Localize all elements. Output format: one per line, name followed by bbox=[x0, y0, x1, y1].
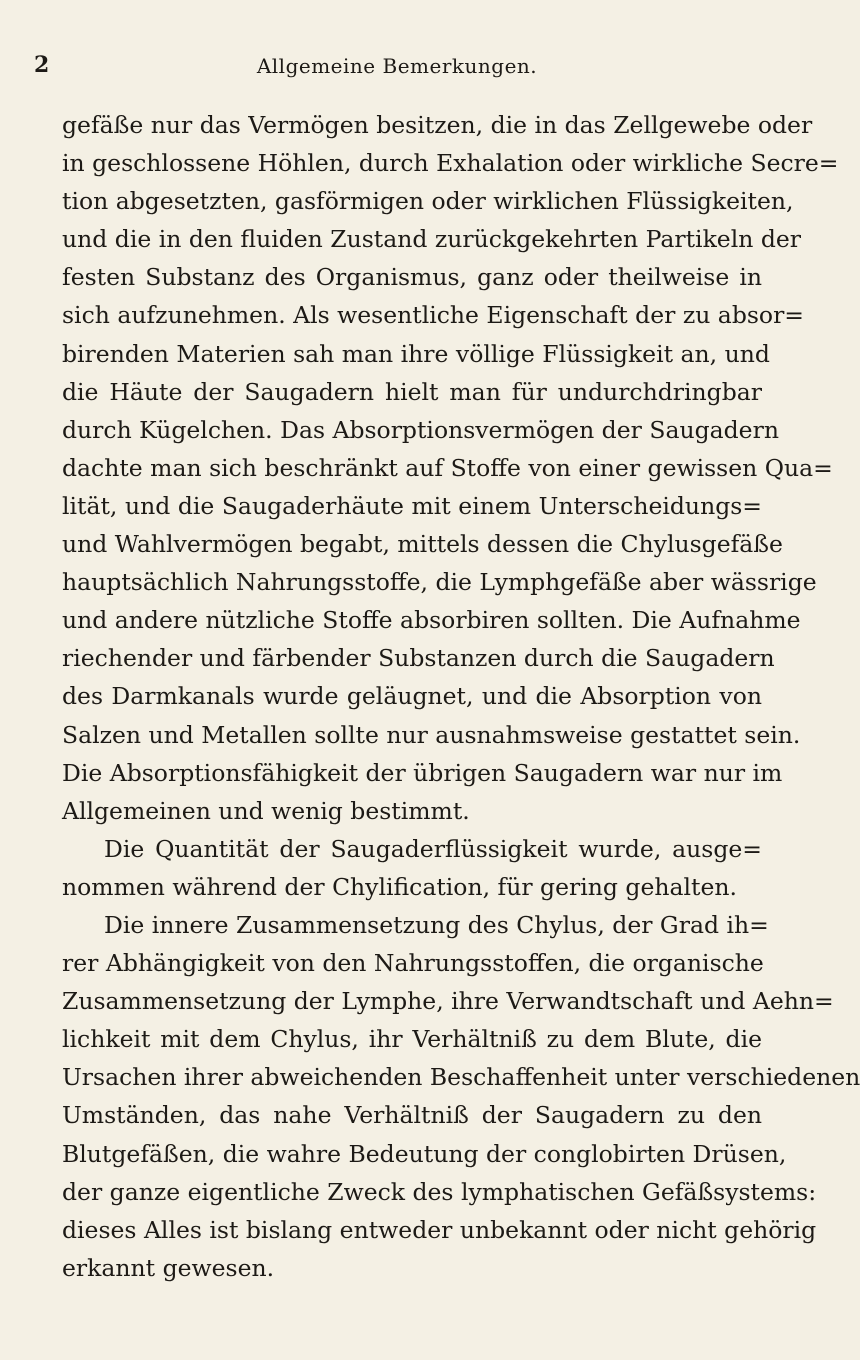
text-line: der ganze eigentliche Zweck des lymphatischen Gefäßsystems: bbox=[62, 1177, 817, 1206]
text-line: Die innere Zusammensetzung des Chylus, der Grad ih= bbox=[104, 910, 769, 939]
text-line: nommen während der Chylification, für gering gehalten. bbox=[62, 872, 737, 901]
text-line: des Darmkanals wurde geläugnet, und die Absorption von bbox=[62, 682, 762, 711]
text-line: birenden Materien sah man ihre völlige Flüssigkeit an, und bbox=[62, 339, 770, 368]
text-line: dieses Alles ist bislang entweder unbekannt oder nicht gehörig bbox=[62, 1215, 817, 1244]
text-line: rer Abhängigkeit von den Nahrungsstoffen, die organische bbox=[62, 949, 764, 978]
text-line: Salzen und Metallen sollte nur ausnahmsweise gestattet sein. bbox=[62, 720, 801, 749]
text-line: festen Substanz des Organismus, ganz oder theilweise in bbox=[62, 263, 762, 292]
page-number: 2 bbox=[34, 52, 50, 78]
text-line: und die in den fluiden Zustand zurückgekehrten Partikeln der bbox=[62, 225, 802, 254]
text-line: Blutgefäßen, die wahre Bedeutung der conglobirten Drüsen, bbox=[62, 1139, 787, 1168]
text-line: Ursachen ihrer abweichenden Beschaffenheit unter verschiedenen bbox=[62, 1063, 860, 1092]
running-title: Allgemeine Bemerkungen. bbox=[256, 54, 538, 78]
text-line: die Häute der Saugadern hielt man für undurchdringbar bbox=[62, 377, 762, 406]
text-line: gefäße nur das Vermögen besitzen, die in das Zellgewebe oder bbox=[62, 111, 813, 139]
text-line: und andere nützliche Stoffe absorbiren sollten. Die Aufnahme bbox=[62, 606, 801, 635]
text-line: Umständen, das nahe Verhältniß der Saugadern zu den bbox=[62, 1101, 762, 1130]
text-line: Allgemeinen und wenig bestimmt. bbox=[62, 796, 470, 825]
text-line: tion abgesetzten, gasförmigen oder wirklichen Flüssigkeiten, bbox=[62, 187, 794, 216]
body-text bbox=[62, 106, 860, 1287]
text-line: hauptsächlich Nahrungsstoffe, die Lymphgefäße aber wässrige bbox=[62, 568, 817, 597]
text-line: riechender und färbender Substanzen durch die Saugadern bbox=[62, 644, 775, 673]
text-line: und Wahlvermögen begabt, mittels dessen die Chylusgefäße bbox=[62, 530, 783, 559]
text-line: Zusammensetzung der Lymphe, ihre Verwandtschaft und Aehn= bbox=[62, 987, 834, 1016]
text-line: Die Quantität der Saugaderflüssigkeit wurde, ausge= bbox=[104, 834, 762, 863]
text-line: dachte man sich beschränkt auf Stoffe von einer gewissen Qua= bbox=[62, 453, 833, 482]
text-line: durch Kügelchen. Das Absorptionsvermögen der Saugadern bbox=[62, 415, 779, 444]
text-line: lität, und die Saugaderhäute mit einem Unterscheidungs= bbox=[62, 491, 762, 520]
text-line: Die Absorptionsfähigkeit der übrigen Saugadern war nur im bbox=[62, 758, 783, 787]
text-line: erkannt gewesen. bbox=[62, 1253, 275, 1282]
page-header bbox=[34, 52, 760, 84]
text-line: sich aufzunehmen. Als wesentliche Eigenschaft der zu absor= bbox=[62, 301, 804, 330]
text-line: lichkeit mit dem Chylus, ihr Verhältniß zu dem Blute, die bbox=[62, 1025, 762, 1054]
text-line: in geschlossene Höhlen, durch Exhalation oder wirkliche Secre= bbox=[62, 149, 839, 178]
